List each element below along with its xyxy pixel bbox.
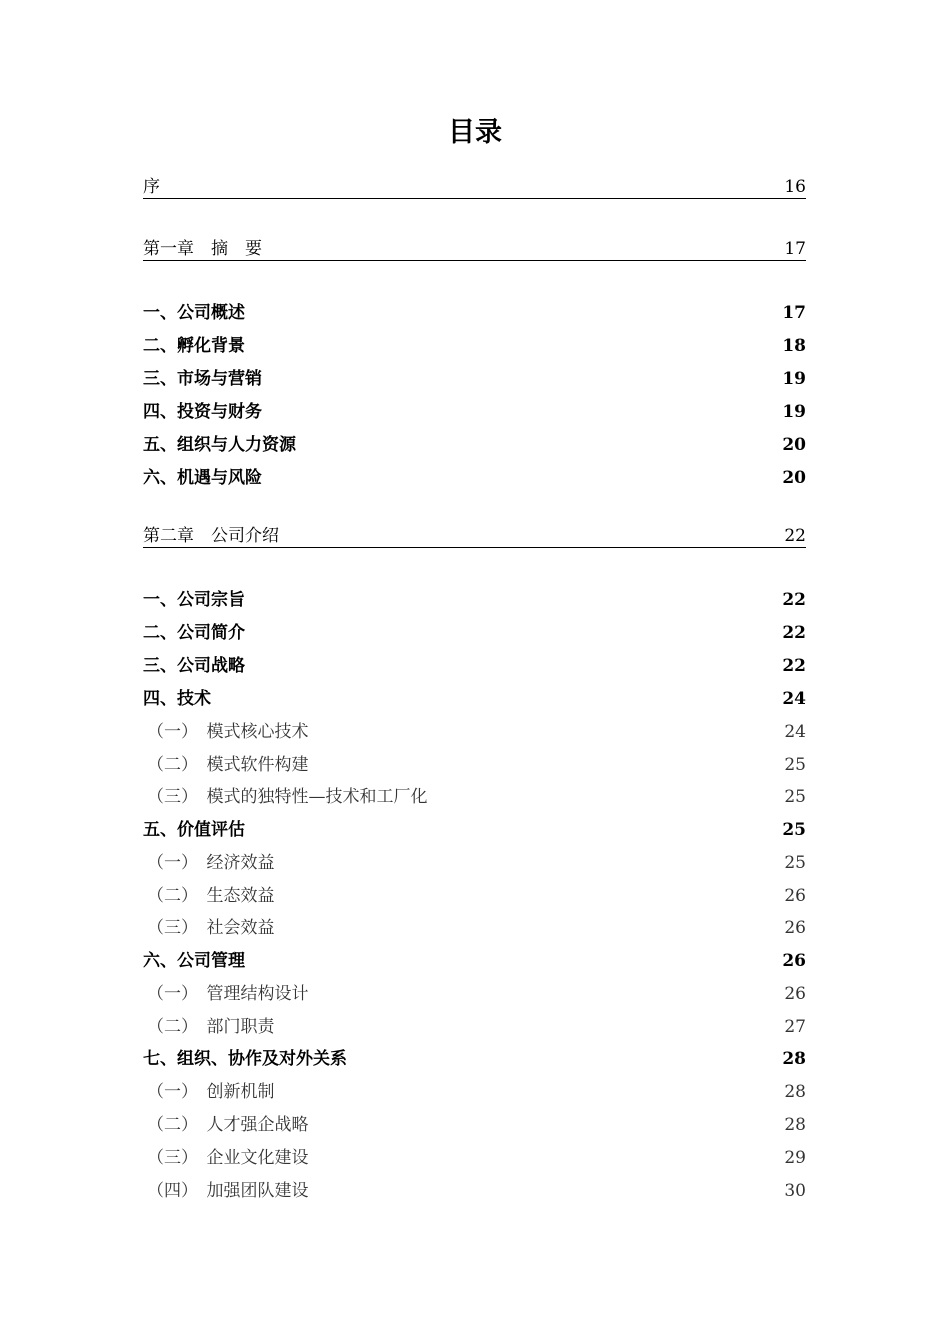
toc-entry-page: 26 bbox=[784, 918, 806, 938]
toc-entry-subsection[interactable] bbox=[143, 1012, 806, 1038]
toc-entry-subsection[interactable] bbox=[143, 750, 806, 776]
toc-entry-label: 六、公司管理 bbox=[143, 951, 245, 971]
toc-entry-page: 26 bbox=[782, 951, 806, 971]
toc-entry-page: 22 bbox=[782, 656, 806, 676]
toc-entry-label: （四） 加强团队建设 bbox=[147, 1181, 309, 1201]
toc-entry-page: 25 bbox=[782, 820, 806, 840]
toc-entry-subsection[interactable] bbox=[143, 782, 806, 808]
toc-entry-label: （二） 部门职责 bbox=[147, 1017, 275, 1037]
toc-entry-page: 19 bbox=[782, 369, 806, 389]
toc-entry-page: 20 bbox=[782, 435, 806, 455]
toc-entry-page: 18 bbox=[782, 336, 806, 356]
toc-entry-page: 25 bbox=[784, 853, 806, 873]
toc-entry-page: 25 bbox=[784, 755, 806, 775]
toc-entry-page: 28 bbox=[782, 1049, 806, 1069]
toc-entry-chapter-2[interactable] bbox=[143, 522, 806, 548]
toc-entry-label: （二） 模式软件构建 bbox=[147, 755, 309, 775]
toc-entry-page: 17 bbox=[782, 303, 806, 323]
toc-entry-label: （一） 管理结构设计 bbox=[147, 984, 309, 1004]
toc-entry-label: （二） 生态效益 bbox=[147, 886, 275, 906]
toc-entry-chapter-1[interactable] bbox=[143, 235, 806, 261]
toc-entry-label: 七、组织、协作及对外关系 bbox=[143, 1049, 347, 1069]
toc-entry-section[interactable] bbox=[143, 463, 806, 489]
toc-entry-page: 20 bbox=[782, 468, 806, 488]
toc-entry-page: 24 bbox=[784, 722, 806, 742]
toc-entry-subsection[interactable] bbox=[143, 979, 806, 1005]
toc-entry-section[interactable] bbox=[143, 585, 806, 611]
toc-entry-page: 22 bbox=[782, 590, 806, 610]
toc-entry-page: 16 bbox=[784, 177, 806, 197]
toc-entry-label: 二、公司简介 bbox=[143, 623, 245, 643]
toc-entry-section[interactable] bbox=[143, 397, 806, 423]
toc-entry-label: 一、公司宗旨 bbox=[143, 590, 245, 610]
toc-entry-page: 27 bbox=[784, 1017, 806, 1037]
toc-entry-label: 五、组织与人力资源 bbox=[143, 435, 296, 455]
toc-entry-label: （一） 模式核心技术 bbox=[147, 722, 309, 742]
toc-entry-section[interactable] bbox=[143, 430, 806, 456]
toc-entry-page: 22 bbox=[782, 623, 806, 643]
toc-entry-subsection[interactable] bbox=[143, 717, 806, 743]
toc-entry-label: （三） 企业文化建设 bbox=[147, 1148, 309, 1168]
toc-entry-page: 26 bbox=[784, 984, 806, 1004]
toc-entry-subsection[interactable] bbox=[143, 1110, 806, 1136]
toc-entry-subsection[interactable] bbox=[143, 1077, 806, 1103]
toc-entry-subsection[interactable] bbox=[143, 913, 806, 939]
toc-entry-section[interactable] bbox=[143, 331, 806, 357]
toc-entry-page: 24 bbox=[782, 689, 806, 709]
toc-entry-page: 29 bbox=[784, 1148, 806, 1168]
toc-entry-label: （二） 人才强企战略 bbox=[147, 1115, 309, 1135]
toc-entry-label: 序 bbox=[143, 177, 160, 197]
toc-entry-label: （一） 经济效益 bbox=[147, 853, 275, 873]
toc-entry-label: （三） 模式的独特性—技术和工厂化 bbox=[147, 787, 428, 807]
toc-entry-page: 19 bbox=[782, 402, 806, 422]
toc-entry-page: 25 bbox=[784, 787, 806, 807]
toc-entry-page: 26 bbox=[784, 886, 806, 906]
toc-entry-label: （一） 创新机制 bbox=[147, 1082, 275, 1102]
toc-entry-label: 三、市场与营销 bbox=[143, 369, 262, 389]
toc-entry-page: 28 bbox=[784, 1115, 806, 1135]
toc-entry-subsection[interactable] bbox=[143, 881, 806, 907]
toc-entry-label: 第一章 摘 要 bbox=[143, 239, 262, 259]
toc-entry-label: 四、投资与财务 bbox=[143, 402, 262, 422]
toc-entry-section[interactable] bbox=[143, 618, 806, 644]
toc-entry-page: 28 bbox=[784, 1082, 806, 1102]
toc-entry-page: 22 bbox=[784, 526, 806, 546]
toc-entry-section[interactable] bbox=[143, 815, 806, 841]
toc-entry-label: 四、技术 bbox=[143, 689, 211, 709]
toc-entry-label: 二、孵化背景 bbox=[143, 336, 245, 356]
toc-entry-section[interactable] bbox=[143, 651, 806, 677]
toc-entry-label: 一、公司概述 bbox=[143, 303, 245, 323]
toc-entry-preface[interactable] bbox=[143, 173, 806, 199]
toc-entry-section[interactable] bbox=[143, 1044, 806, 1070]
toc-entry-label: 三、公司战略 bbox=[143, 656, 245, 676]
toc-entry-subsection[interactable] bbox=[143, 1176, 806, 1202]
toc-entry-section[interactable] bbox=[143, 298, 806, 324]
toc-entry-label: 五、价值评估 bbox=[143, 820, 245, 840]
toc-entry-label: 第二章 公司介绍 bbox=[143, 526, 279, 546]
toc-entry-label: 六、机遇与风险 bbox=[143, 468, 262, 488]
page-title: 目录 bbox=[448, 117, 502, 148]
toc-entry-page: 17 bbox=[784, 239, 806, 259]
toc-entry-section[interactable] bbox=[143, 684, 806, 710]
toc-entry-section[interactable] bbox=[143, 946, 806, 972]
toc-entry-label: （三） 社会效益 bbox=[147, 918, 275, 938]
toc-entry-subsection[interactable] bbox=[143, 848, 806, 874]
toc-entry-page: 30 bbox=[784, 1181, 806, 1201]
toc-entry-subsection[interactable] bbox=[143, 1143, 806, 1169]
toc-entry-section[interactable] bbox=[143, 364, 806, 390]
